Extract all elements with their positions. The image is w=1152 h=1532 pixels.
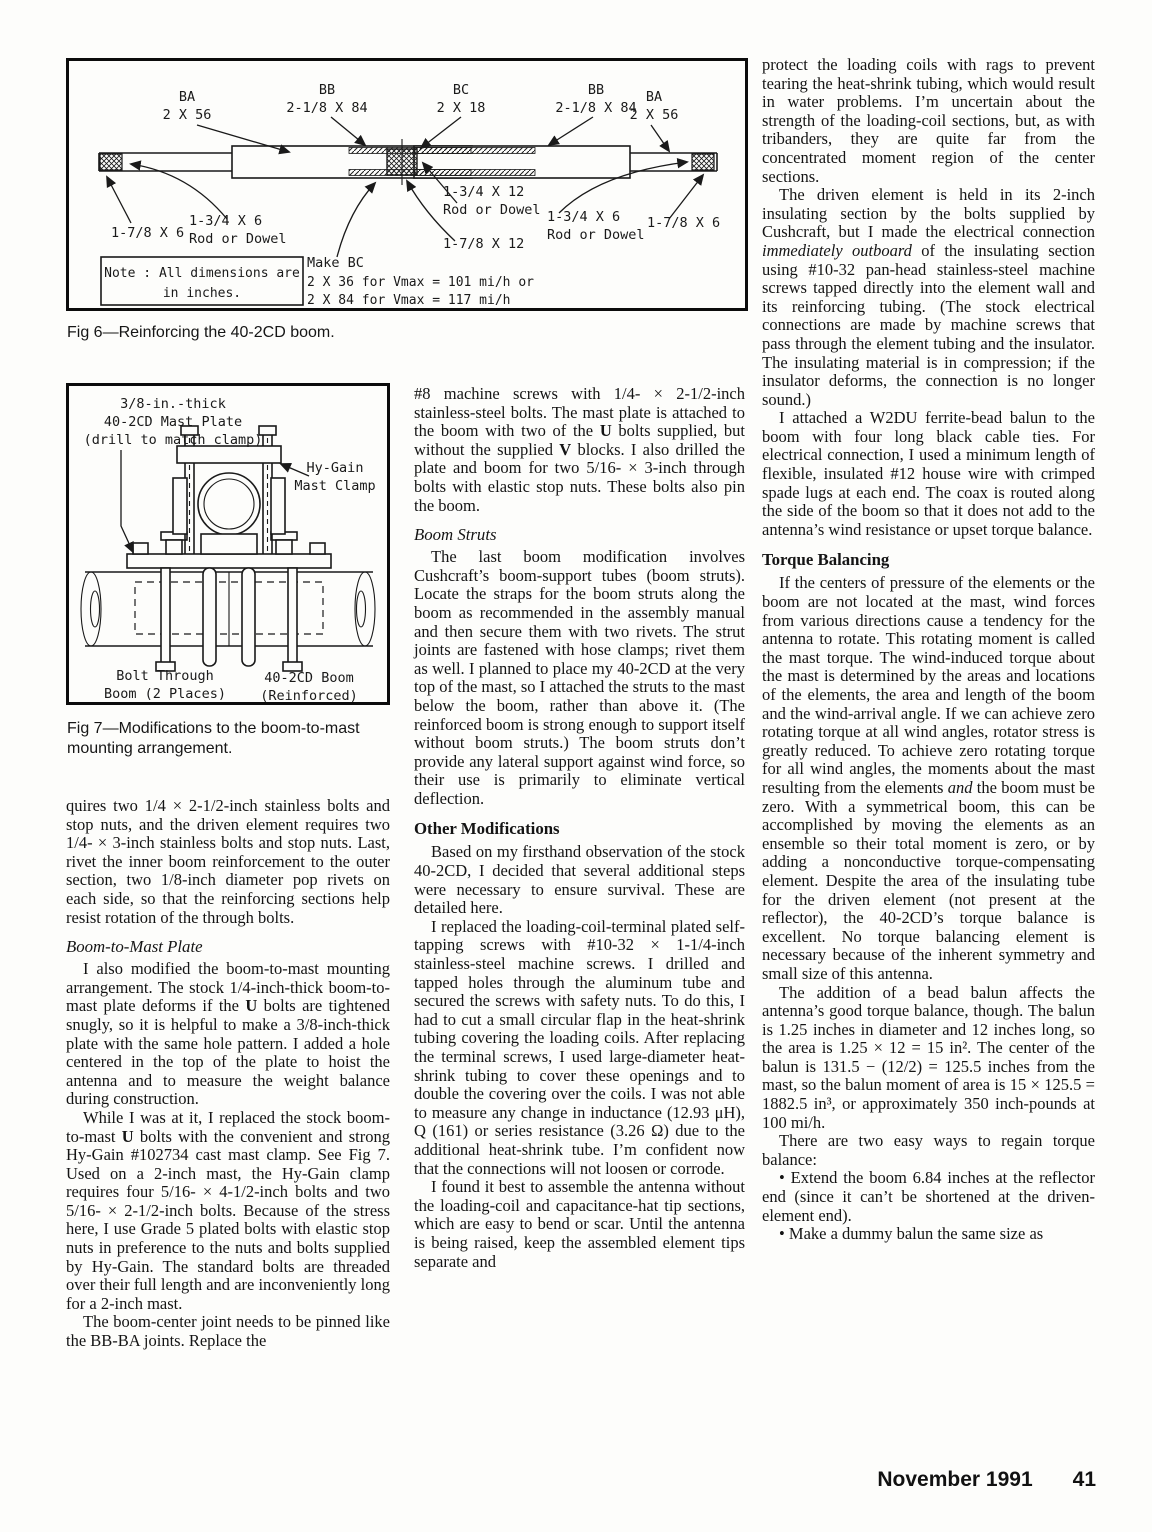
paragraph: The driven element is held in its 2-inch insulating section by the bolts supplied by Cushcraft, but I made the electrical connection immediately outboard of the insulating section using #10-32 pan-head stainless-steel machine screws tapped directly into the element wall and its reinforcing tubing. (The stock electrical connections are made by machine screws that pass through the element tubing and the insulator. The insulating material is in compression; if the insulator deforms, the connection is no longer sound.) xyxy=(762,185,1095,409)
fig6-label-dowel-right-2: Rod or Dowel xyxy=(547,227,645,243)
figure6-boom-reinforcement-diagram xyxy=(66,58,748,311)
fig6-label-bc-1: BC xyxy=(452,82,470,98)
fig7-label-boom-1: 40-2CD Boom xyxy=(264,670,354,686)
section-heading: Torque Balancing xyxy=(762,550,890,570)
page-footer xyxy=(762,1468,1096,1492)
fig7-label-bolt-2: Boom (2 Places) xyxy=(104,686,226,702)
paragraph: Based on my firsthand observation of the stock 40-2CD, I decided that several additional steps were necessary to ensure survival. These are detailed here. xyxy=(414,842,745,918)
fig6-label-dowel-ctr-1: 1-3/4 X 12 xyxy=(443,184,525,200)
footer-issue-date: November 1991 xyxy=(877,1468,1033,1491)
paragraph: #8 machine screws with 1/4- × 2-1/2-inch stainless-steel bolts. The mast plate is attached to the boom with two of the U bolts supplied, but without the supplied V blocks. I also drilled the plate and boom for two 5/16- × 3-inch through bolts with elastic stop nuts. These bolts also pin the boom. xyxy=(414,384,745,515)
fig6-label-ba-left-1: BA xyxy=(178,89,196,105)
fig7-label-plate-2: 40-2CD Mast Plate xyxy=(103,414,243,430)
paragraph: I attached a W2DU ferrite-bead balun to the boom with four long black cable ties. For electrical connection, I used a minimum length of flexible, insulated #12 house wire with crimped spade lugs at each end. The coax is routed along the side of the boom so that it does not add to the antenna’s wind resistance or upset torque balance. xyxy=(762,408,1095,539)
fig6-label-dowel-left-1: 1-3/4 X 6 xyxy=(189,213,263,229)
fig6-label-bb-left-2: 2-1/8 X 84 xyxy=(286,100,368,116)
paragraph: I found it best to assemble the antenna without the loading-coil and capacitance-hat tip sections, which are easy to bend or scar. Until the antenna is being raised, keep the assembled element tips separate and xyxy=(414,1177,745,1271)
fig7-label-clamp-2: Mast Clamp xyxy=(294,478,376,494)
column-1-text xyxy=(66,797,390,1351)
fig6-label-dowel-ctr-2: Rod or Dowel xyxy=(443,202,541,218)
paragraph: There are two easy ways to regain torque balance: xyxy=(762,1131,1095,1169)
fig7-label-boom-2: (Reinforced) xyxy=(260,688,358,702)
paragraph: quires two 1/4 × 2-1/2-inch stainless bolts and stop nuts, and the driven element requires two 1/4- × 3-inch stainless bolts and stop nuts. Last, rivet the inner boom reinforcement to the outer section, two 1/8-inch diameter pop rivets on each side, so that the reinforcing sections help resist rotation of the through bolts. xyxy=(66,796,390,927)
figure7-caption: Fig 7—Modifications to the boom-to-mast mounting arrangement. xyxy=(67,720,360,757)
paragraph: I replaced the loading-coil-terminal plated self-tapping screws with #10-32 × 1-1/4-inch stainless-steel machine screws. I drilled and tapped holes through the aluminum tube and secured the screws with safety nuts. To do this, I had to cut a small circular flap in the heat-shrink tubing covering the loading coils. After replacing the terminal screws, I used large-diameter heat-shrink tubing to cover these openings and to double the covering over the coils. I was not able to measure any change in inductance (12.93 μH), Q (161) or series resistance (3.26 Ω) due to the additional heat-shrink tube. I’m confident now that the connections will not loosen or corrode. xyxy=(414,916,745,1178)
fig7-label-plate-1: 3/8-in.-thick xyxy=(120,396,226,412)
fig6-label-make-bc-2: 2 X 36 for Vmax = 101 mi/h or xyxy=(307,275,534,290)
figure6-caption: Fig 6—Reinforcing the 40-2CD boom. xyxy=(67,324,335,341)
fig7-label-clamp-1: Hy-Gain xyxy=(306,460,364,476)
paragraph: The boom-center joint needs to be pinned like the BB-BA joints. Replace the xyxy=(66,1312,390,1351)
paragraph: I also modified the boom-to-mast mounting arrangement. The stock 1/4-inch-thick boom-to-mast plate deforms if the U bolts are tightened snugly, so it is helpful to make a 3/8-inch-thick plate with the same hole pattern. I added a hole centered in the top of the plate to hoist the antenna and to measure the weight balance during construction. xyxy=(66,959,390,1109)
fig6-label-dowel-right-1: 1-3/4 X 6 xyxy=(547,209,621,225)
fig6-label-dowel-left-2: Rod or Dowel xyxy=(189,231,287,247)
fig6-label-ba-right-2: 2 X 56 xyxy=(629,107,679,123)
fig7-label-plate-3: (drill to match clamp) xyxy=(83,432,263,448)
column-2-text xyxy=(414,385,745,1271)
figure7-drawing xyxy=(69,386,387,702)
section-heading: Other Modifications xyxy=(414,819,560,839)
fig6-label-ba-right-1: BA xyxy=(645,89,663,105)
figure7-boom-to-mast-diagram xyxy=(66,383,390,705)
fig6-note-line2: in inches. xyxy=(162,286,242,301)
fig6-label-make-bc-1: Make BC xyxy=(307,255,364,271)
footer-page-number: 41 xyxy=(1072,1468,1096,1491)
section-heading: Boom Struts xyxy=(414,525,497,545)
column-1 xyxy=(66,383,390,1351)
fig6-label-bb-right-2: 2-1/8 X 84 xyxy=(555,100,637,116)
column-3-text xyxy=(762,56,1095,1244)
fig6-label-end-right: 1-7/8 X 6 xyxy=(647,215,721,231)
fig6-label-bc-2: 2 X 18 xyxy=(436,100,486,116)
fig6-label-bb-right-1: BB xyxy=(587,82,605,98)
fig7-label-bolt-1: Bolt Through xyxy=(116,668,214,684)
fig6-note-line1: Note : All dimensions are xyxy=(104,266,300,281)
fig6-label-center-tube: 1-7/8 X 12 xyxy=(443,236,525,252)
paragraph: • Make a dummy balun the same size as xyxy=(779,1224,1044,1244)
figure6-drawing xyxy=(69,61,745,308)
column-2 xyxy=(414,385,745,1271)
fig6-label-end-left: 1-7/8 X 6 xyxy=(111,225,185,241)
fig6-label-bb-left-1: BB xyxy=(318,82,336,98)
paragraph: While I was at it, I replaced the stock boom-to-mast U bolts with the convenient and strong Hy-Gain #102734 cast mast clamp. See Fig 7. Used on a 2-inch mast, the Hy-Gain clamp requires four 5/16- × 4-1/2-inch bolts and two 5/16- × 2-1/2-inch bolts. Because of the stress here, I use Grade 5 plated bolts with elastic stop nuts in preference to the nuts and bolts supplied by Hy-Gain. The standard bolts are threaded over their full length and are inconveniently long for a 2-inch mast. xyxy=(66,1107,390,1313)
fig6-label-make-bc-3: 2 X 84 for Vmax = 117 mi/h xyxy=(307,293,511,308)
paragraph: • Extend the boom 6.84 inches at the reflector end (since it can’t be shortened at the driven-element end). xyxy=(762,1168,1095,1225)
fig6-label-ba-left-2: 2 X 56 xyxy=(162,107,212,123)
section-heading: Boom-to-Mast Plate xyxy=(66,937,203,957)
paragraph: The last boom modification involves Cushcraft’s boom-support tubes (boom struts). Locate the straps for the boom struts along the boom as recommended in the assembly manual and then secure them with two rivets. The strut joints are fastened with hose clamps; rivet them as well. I planned to place my 40-2CD at the very top of the mast, so I attached the struts to the mast below the boom, rather than above it. (The reinforced boom is strong enough to support itself without boom struts.) The boom struts don’t provide any lateral support against wind force, so their use is primarily to eliminate vertical deflection. xyxy=(414,547,745,808)
paragraph: protect the loading coils with rags to prevent tearing the heat-shrink tubing, which would result in water problems. I’m uncertain about the strength of the loading-coil sections, but, as with tribanders, they are quite far from the concentrated moment region of the center sections. xyxy=(762,55,1095,186)
paragraph: The addition of a bead balun affects the antenna’s good torque balance, though. The balun is 1.25 inches in diameter and 12 inches long, so the area is 1.25 × 12 = 15 in². The center of the balun is 131.5 − (12/2) = 125.5 inches from the mast, so the balun moment of area is 15 × 125.5 = 1882.5 in³, or approximately 350 inch-pounds at 100 mi/h. xyxy=(762,982,1095,1132)
paragraph: If the centers of pressure of the elements or the boom are not located at the mast, wind forces from various directions cause a tendency for the antenna to rotate. This rotating moment is called the mast torque. The wind-induced torque about the mast is determined by the areas and locations of the elements, the area and length of the boom and the wind-arrival angle. If we can achieve zero rotating torque at all wind angles, rotator stress is greatly reduced. To achieve zero rotating torque for all wind angles, the moments about the mast resulting from the elements and the boom must be zero. With a symmetrical boom, this can be accomplished by moving the elements as an ensemble so their total moment is zero, or by adding a nonconductive torque-compensating element. Despite the area of the insulating tube for the driven element (not present at the reflector), the 40-2CD’s torque balance is excellent. No torque balancing element is necessary because of the inherent symmetry and small size of this antenna. xyxy=(762,573,1095,983)
column-3 xyxy=(762,56,1095,1244)
